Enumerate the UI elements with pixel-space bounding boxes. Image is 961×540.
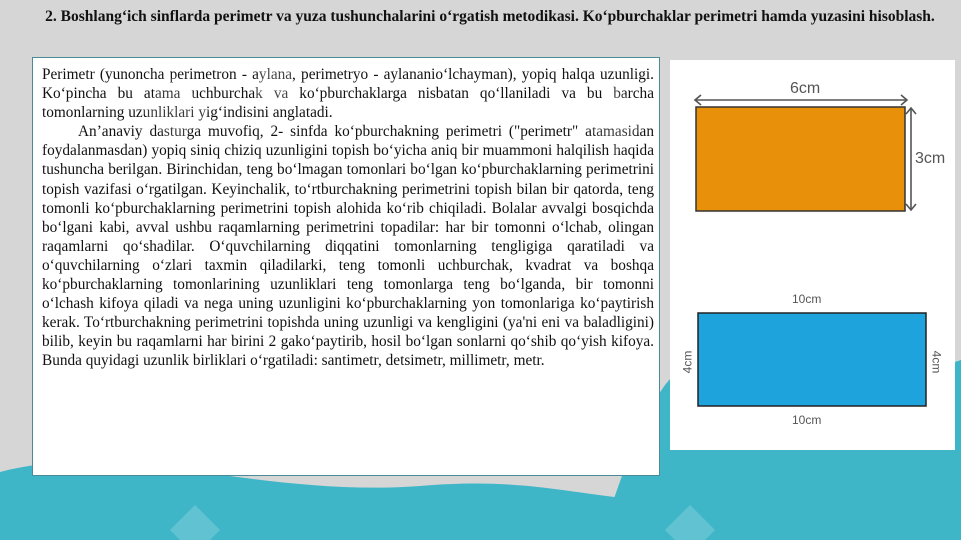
- blue-rect-left-label: 4cm: [680, 350, 695, 374]
- orange-rect-right-label: 3cm: [915, 150, 946, 167]
- paragraph-methodology: An’anaviy dasturga muvofiq, 2- sinfda ko‘pburchakning perimetri ("perimetr" atamasidan foydalanmasdan) yopiq siniq chiziq uzunligini topish bo‘yicha aniq bir muammoni halqilish haqida tushuncha berilgan. Birinchidan, teng bo‘lmagan tomonlari bo‘lgan ko‘pburchaklarning perimetrini topish vazifasi o‘rgatilgan. Keyinchalik, to‘rtburchakning perimetrini topish bilan bir qatorda, teng tomonli ko‘pburchaklarning perimetrini topish alohida ko‘rib chiqiladi. Bolalar avvalgi bosqichda bo‘lgani kabi, avval ushbu raqamlarning perimetrini topadilar: har bir tomonni o‘lchab, olingan raqamlarni qo‘shadilar. O‘quvchilarning diqqatini tomonlarning tengligiga qaratiladi va o‘quvchilarning o‘zlari taxmin qiladilarki, teng tomonli uchburchak, kvadrat va boshqa ko‘pburchaklarning tomonlarining uzunliklari teng tomonlarga teng bo‘lganda, bir tomonni o‘lchash kifoya qiladi va nega uning uzunligini ko‘pburchaklarning yon tomonlariga ko‘paytirish kerak. To‘rtburchakning perimetrini topishda uning uzunligi va kengligini (ya'ni eni va baladligini) bilib, keyin bu raqamlarni har birini 2 gako‘paytirib, hosil bo‘lgan sonlarni qo‘shib qo‘yish kifoya. Bunda quyidagi uzunlik birliklari o‘rgatiladi: santimetr, detsimetr, millimetr, metr.: [42, 123, 654, 370]
- text-box: [32, 57, 660, 476]
- blue-rect-top-label: 10cm: [792, 292, 822, 306]
- blue-rect-right-label: 4cm: [929, 350, 944, 374]
- figure-panel: [670, 60, 955, 450]
- slide-heading: 2. Boshlang‘ich sinflarda perimetr va yuza tushunchalarini o‘rgatish metodikasi. Ko‘pburchaklar perimetri hamda yuzasini hisoblash.: [45, 8, 935, 25]
- orange-rect-top-label: 6cm: [790, 80, 821, 97]
- blue-rect-bottom-label: 10cm: [792, 413, 822, 427]
- paragraph-definition: Perimetr (yunoncha perimetron - aylana, perimetryo - aylananio‘lchayman), yopiq halqa uzunligi. Ko‘pincha bu atama uchburchak va ko‘pburchaklarga nisbatan qo‘llaniladi va bu barcha tomonlarning uzunliklari yig‘indisini anglatadi.: [42, 66, 654, 122]
- blue-rectangle: [698, 313, 926, 406]
